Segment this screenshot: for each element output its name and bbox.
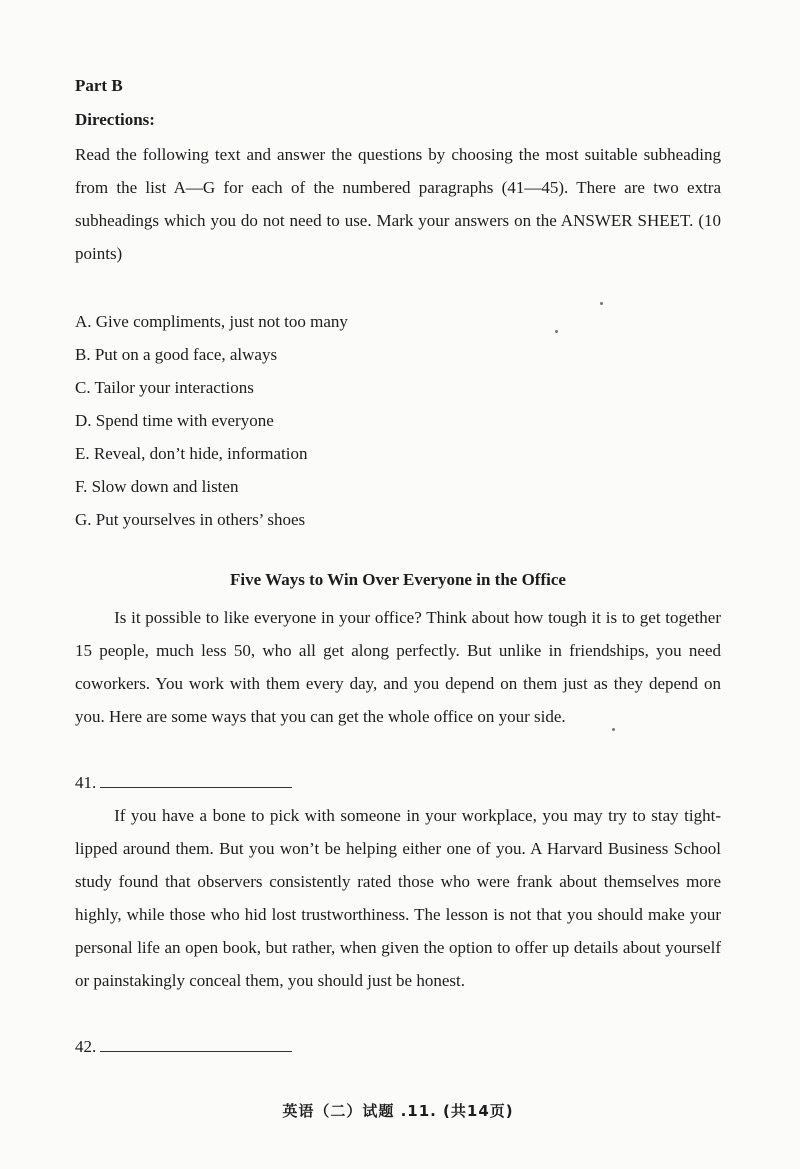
option-g: G. Put yourselves in others’ shoes [75,510,306,529]
directions-title: Directions: [75,110,155,129]
scan-speck [612,728,615,731]
blank-line [100,1037,292,1052]
article-title: Five Ways to Win Over Everyone in the Office [230,570,566,589]
option-a: A. Give compliments, just not too many [75,312,348,331]
page-footer: 英语（二）试题 .11. (共14页) [282,1102,514,1120]
part-title: Part B [75,76,123,95]
blank-line [100,773,292,788]
answer-blank-41 [75,766,292,799]
intro-paragraph: Is it possible to like everyone in your office? Think about how tough it is to get together 15 people, much less 50, who all get along perfectly. But unlike in friendships, you need coworkers. You work with them every day, and you depend on them just as they depend on you. Here are some ways that you can get the whole office on your side. [75,608,721,726]
subheading-options [75,305,348,536]
blank-number: 42. [75,1037,97,1056]
option-e: E. Reveal, don’t hide, information [75,444,308,463]
blank-number: 41. [75,773,97,792]
option-c: C. Tailor your interactions [75,378,254,397]
scan-speck [600,302,603,305]
directions-text: Read the following text and answer the questions by choosing the most suitable subheading from the list A—G for each of the numbered paragraphs (41—45). There are two extra subheadings which you do not need to use. Mark your answers on the ANSWER SHEET. (10 points) [75,145,721,263]
option-b: B. Put on a good face, always [75,345,278,364]
scan-speck [555,330,558,333]
paragraph-41: If you have a bone to pick with someone in your workplace, you may try to stay tight-lipped around them. But you won’t be helping either one of you. A Harvard Business School study found that observers consistently rated those who were frank about themselves more highly, while those who hid lost trustworthiness. The lesson is not that you should make your personal life an open book, but rather, when given the option to offer up details about yourself or painstakingly conceal them, you should just be honest. [75,806,721,990]
option-f: F. Slow down and listen [75,477,239,496]
answer-blank-42 [75,1030,292,1063]
option-d: D. Spend time with everyone [75,411,274,430]
